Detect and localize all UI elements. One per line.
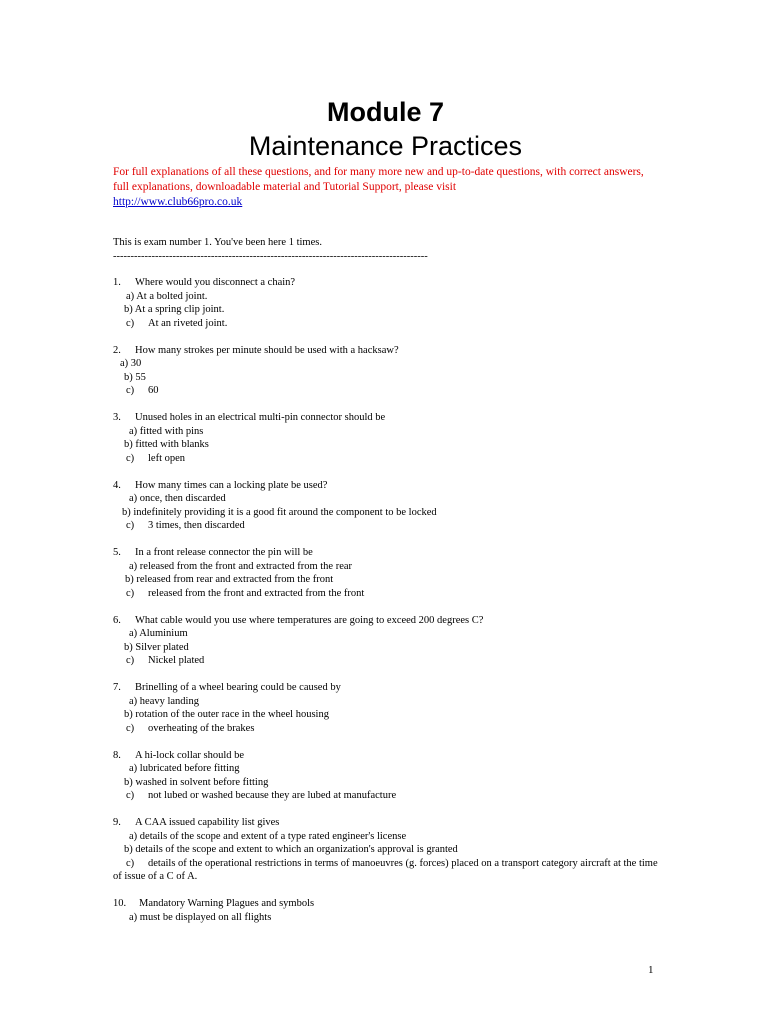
question-3 <box>113 411 658 465</box>
question-2 <box>113 344 658 398</box>
option-a: a) released from the front and extracted from the rear <box>129 560 353 572</box>
exam-info <box>113 236 658 263</box>
question-6 <box>113 614 658 668</box>
option-b: b) details of the scope and extent to which an organization's approval is granted <box>124 844 458 855</box>
question-4 <box>113 479 658 533</box>
option-a: a) At a bolted joint. <box>126 290 208 302</box>
question-text: Where would you disconnect a chain? <box>135 277 296 288</box>
title-block <box>113 95 658 163</box>
page-number: 1 <box>648 964 654 976</box>
module-subtitle: Maintenance Practices <box>248 131 523 161</box>
question-5 <box>113 546 658 600</box>
option-c-label: c) <box>126 790 135 801</box>
module-title: Module 7 <box>326 97 444 127</box>
option-c-label: c) <box>126 520 135 531</box>
option-c-label: c) <box>126 587 135 599</box>
question-number: 3. <box>113 412 121 423</box>
option-a: a) lubricated before fitting <box>129 763 240 774</box>
option-c <box>113 722 658 736</box>
option-c-text: left open <box>148 452 186 464</box>
question-number: 1. <box>113 277 121 288</box>
question-number: 5. <box>113 547 121 558</box>
option-b: b) rotation of the outer race in the wheel housing <box>124 709 329 720</box>
question-1 <box>113 276 658 330</box>
option-c <box>113 384 658 398</box>
question-number: 8. <box>113 749 121 761</box>
question-text: In a front release connector the pin will be <box>135 547 313 558</box>
option-b: b) Silver plated <box>124 641 189 653</box>
option-b: b) fitted with blanks <box>124 439 209 450</box>
option-c <box>113 317 658 331</box>
promo-link[interactable]: http://www.club66pro.co.uk <box>113 196 243 208</box>
option-a: a) Aluminium <box>129 628 188 639</box>
question-text: Brinelling of a wheel bearing could be caused by <box>135 682 341 693</box>
option-c-text: overheating of the brakes <box>148 722 255 734</box>
question-number: 9. <box>113 817 121 828</box>
option-b: b) released from rear and extracted from the front <box>125 574 334 585</box>
divider-line: ------------------------------------------------------------------------------------------ <box>113 250 428 262</box>
option-c-text: 60 <box>148 385 159 396</box>
option-c-label: c) <box>126 452 135 464</box>
exam-info-text: This is exam number 1. You've been here 1 times. <box>113 237 322 248</box>
option-c-text: At an riveted joint. <box>148 317 228 329</box>
option-a: a) details of the scope and extent of a type rated engineer's license <box>129 830 407 842</box>
question-number: 2. <box>113 344 121 356</box>
option-c <box>113 452 658 466</box>
option-c-label: c) <box>126 317 135 329</box>
option-c-text: not lubed or washed because they are lubed at manufacture <box>148 790 397 801</box>
option-c-text: 3 times, then discarded <box>148 520 245 531</box>
question-7 <box>113 681 658 735</box>
option-c <box>113 587 658 601</box>
question-number: 10. <box>113 898 127 909</box>
option-a: a) must be displayed on all flights <box>129 911 272 923</box>
question-text: How many strokes per minute should be used with a hacksaw? <box>135 344 399 356</box>
question-number: 4. <box>113 479 121 491</box>
question-text: What cable would you use where temperatures are going to exceed 200 degrees C? <box>135 614 484 626</box>
question-9 <box>113 816 658 884</box>
question-text: How many times can a locking plate be used? <box>135 479 328 491</box>
option-c-label: c) <box>126 722 135 734</box>
option-c-text: Nickel plated <box>148 655 205 666</box>
option-c-label: c) <box>126 655 135 666</box>
question-number: 7. <box>113 682 121 693</box>
option-b: b) washed in solvent before fitting <box>124 776 269 788</box>
question-text: A CAA issued capability list gives <box>135 817 280 828</box>
option-b: b) indefinitely providing it is a good fit around the component to be locked <box>122 506 437 518</box>
option-a: a) fitted with pins <box>129 425 204 437</box>
question-list <box>113 276 658 938</box>
promo-text: For full explanations of all these questions, and for many more new and up-to-date questions, with correct answers, full explanations, downloadable material and Tutorial Support, please visit <box>113 166 644 193</box>
option-c <box>113 654 658 668</box>
option-a: a) heavy landing <box>129 695 199 707</box>
question-text: A hi-lock collar should be <box>135 749 245 761</box>
option-a: a) 30 <box>120 358 142 369</box>
option-c-label: c) <box>126 385 135 396</box>
option-c <box>113 519 658 533</box>
option-c-text: details of the operational restrictions in terms of manoeuvres (g. forces) placed on a transport category aircraft at the time of issue of a C of A. <box>113 857 658 882</box>
question-10 <box>113 897 658 924</box>
option-b: b) At a spring clip joint. <box>124 304 225 315</box>
promo-notice <box>113 165 658 210</box>
option-c-text: released from the front and extracted from the front <box>148 587 365 599</box>
option-c-label: c) <box>126 857 135 869</box>
option-c <box>113 857 658 884</box>
question-text: Mandatory Warning Plagues and symbols <box>139 898 315 909</box>
option-c <box>113 789 658 803</box>
option-a: a) once, then discarded <box>129 493 226 504</box>
question-8 <box>113 749 658 803</box>
question-text: Unused holes in an electrical multi-pin connector should be <box>135 412 386 423</box>
option-b: b) 55 <box>124 371 146 383</box>
question-number: 6. <box>113 614 121 626</box>
